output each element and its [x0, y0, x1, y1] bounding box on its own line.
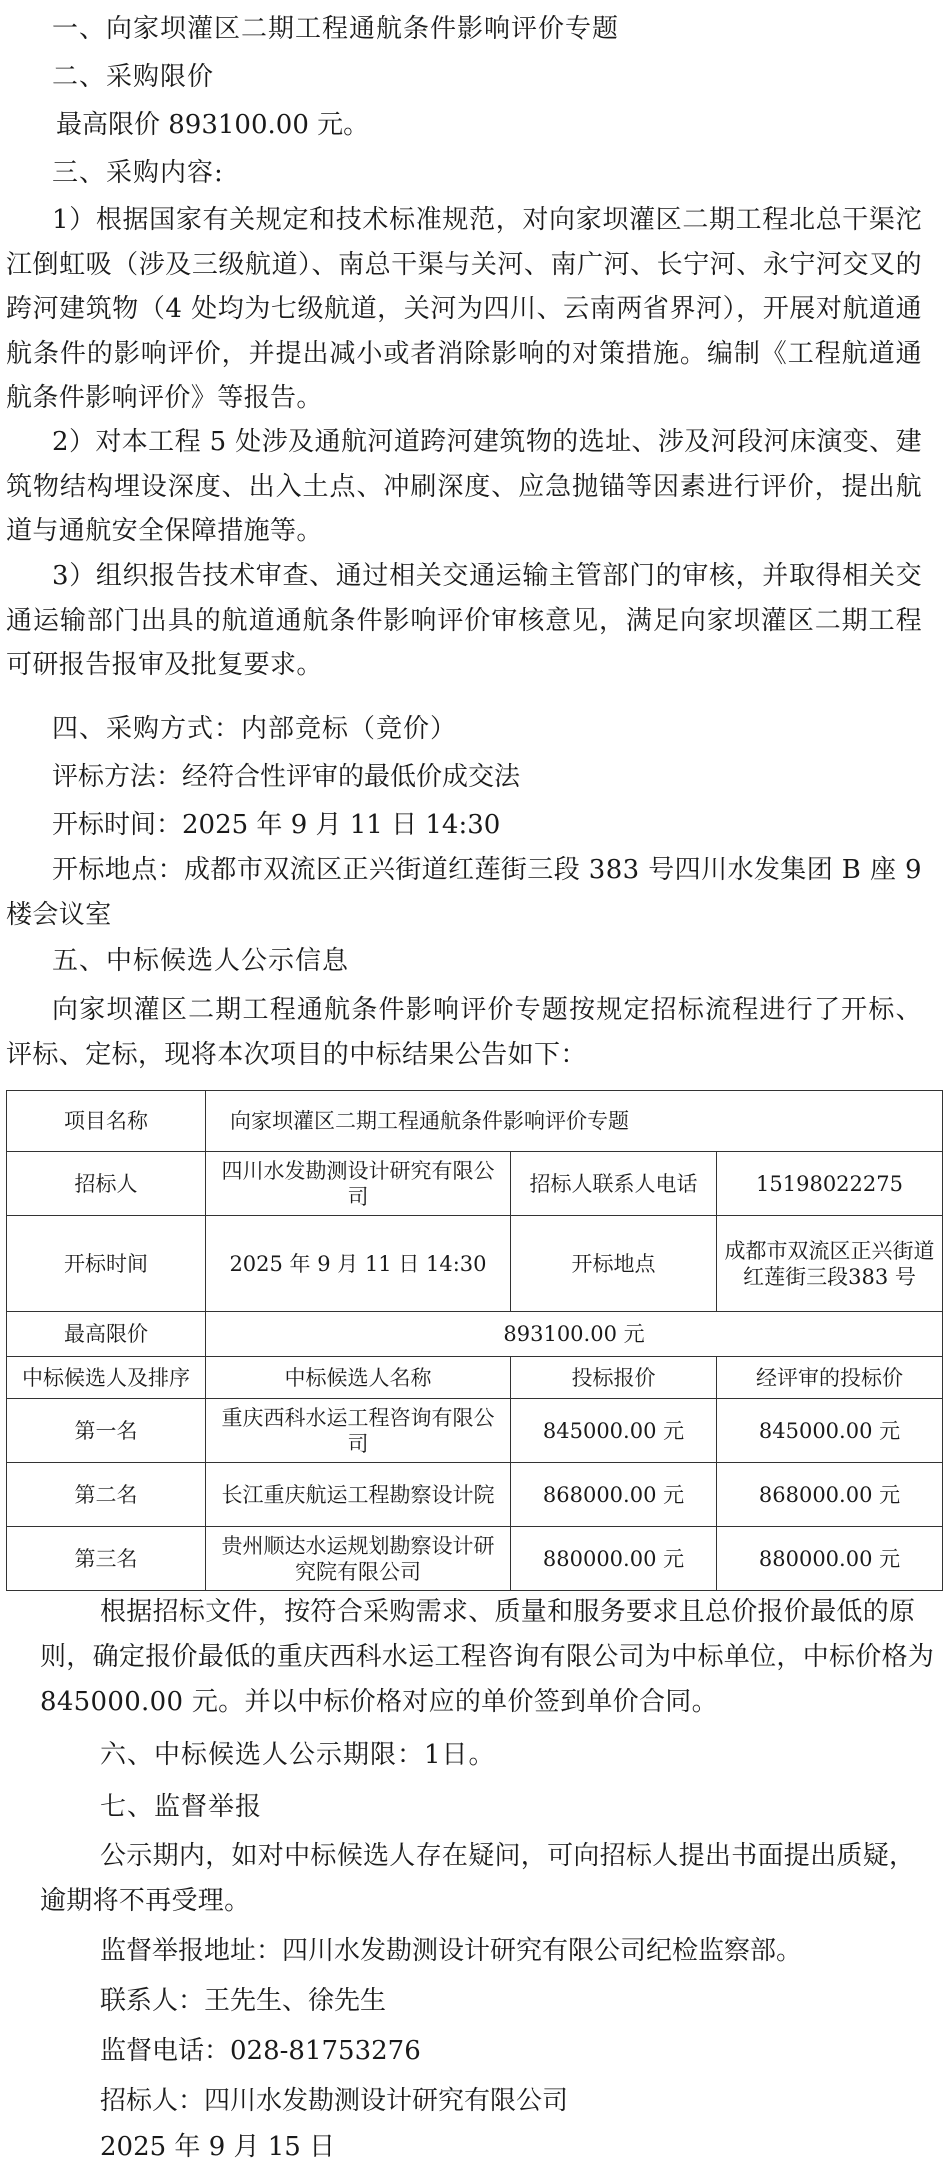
- evaluation-method: 评标方法：经符合性评审的最低价成交法: [52, 762, 521, 792]
- candidate-reviewed: 880000.00 元: [717, 1527, 943, 1591]
- procurement-item-2: 2）对本工程 5 处涉及通航河道跨河建筑物的选址、涉及河段河床演变、建筑物结构埋设深度、出入土点、冲刷深度、应急抛锚等因素进行评价，提出航道与通航安全保障措施等。: [6, 427, 922, 546]
- candidate-bid: 868000.00 元: [511, 1463, 717, 1527]
- bid-result-table: [6, 1090, 943, 1591]
- procurement-item-1: 1）根据国家有关规定和技术标准规范，对向家坝灌区二期工程北总干渠沱江倒虹吸（涉及三级航道）、南总干渠与关河、南广河、长宁河、永宁河交叉的跨河建筑物（4 处均为七级航道，关河为四川、云南两省界河），开展对航道通航条件的影响评价，并提出减小或者消除影响的对策措施。编制《工程航道通航条件影响评价》等报告。: [6, 205, 922, 413]
- candidate-rank: 第三名: [7, 1527, 206, 1591]
- announcement-date: 2025 年 9 月 15 日: [100, 2132, 336, 2162]
- candidate-reviewed: 845000.00 元: [717, 1399, 943, 1463]
- section-5-title: 五、中标候选人公示信息: [52, 946, 350, 976]
- candidate-bid: 845000.00 元: [511, 1399, 717, 1463]
- report-address: 监督举报地址：四川水发勘测设计研究有限公司纪检监察部。: [100, 1936, 803, 1966]
- award-conclusion: 根据招标文件，按符合采购需求、质量和服务要求且总价报价最低的原则，确定报价最低的重庆西科水运工程咨询有限公司为中标单位，中标价格为845000.00 元。并以中标价格对应的单价签到单价合同。: [40, 1597, 935, 1717]
- table-row: [7, 1463, 943, 1527]
- section-1-title: 一、向家坝灌区二期工程通航条件影响评价专题: [52, 14, 620, 44]
- open-place-value: 成都市双流区正兴街道红莲街三段383 号: [717, 1216, 943, 1312]
- candidate-rank: 第二名: [7, 1463, 206, 1527]
- candidate-name: 重庆西科水运工程咨询有限公司: [206, 1399, 511, 1463]
- header-name: 中标候选人名称: [206, 1357, 511, 1399]
- section-2-title: 二、采购限价: [52, 62, 215, 92]
- section-7-text: 公示期内，如对中标候选人存在疑问，可向招标人提出书面提出质疑，逾期将不再受理。: [40, 1841, 916, 1916]
- header-rank: 中标候选人及排序: [7, 1357, 206, 1399]
- max-price-text: 最高限价 893100.00 元。: [56, 110, 370, 140]
- header-bid: 投标报价: [511, 1357, 717, 1399]
- open-time-label: 开标时间: [7, 1216, 206, 1312]
- max-price-label: 最高限价: [7, 1312, 206, 1357]
- contact-phone-label: 招标人联系人电话: [511, 1152, 717, 1216]
- table-row: [7, 1527, 943, 1591]
- table-row-project: [7, 1091, 943, 1152]
- max-price-value: 893100.00 元: [206, 1312, 943, 1357]
- procurement-item-3: 3）组织报告技术审查、通过相关交通运输主管部门的审核，并取得相关交通运输部门出具的航道通航条件影响评价审核意见，满足向家坝灌区二期工程可研报告报审及批复要求。: [6, 561, 922, 680]
- tenderer-value: 四川水发勘测设计研究有限公司: [206, 1152, 511, 1216]
- header-reviewed: 经评审的投标价: [717, 1357, 943, 1399]
- tenderer-signature: 招标人：四川水发勘测设计研究有限公司: [100, 2086, 569, 2116]
- contact-phone-value: 15198022275: [717, 1152, 943, 1216]
- opening-place: 开标地点：成都市双流区正兴街道红莲街三段 383 号四川水发集团 B 座 9 楼会议室: [6, 855, 922, 930]
- table-row-max-price: [7, 1312, 943, 1357]
- table-row-tenderer: [7, 1152, 943, 1216]
- section-7-title: 七、监督举报: [100, 1792, 263, 1822]
- candidate-bid: 880000.00 元: [511, 1527, 717, 1591]
- candidate-name: 贵州顺达水运规划勘察设计研究院有限公司: [206, 1527, 511, 1591]
- candidate-rank: 第一名: [7, 1399, 206, 1463]
- supervision-phone: 监督电话：028-81753276: [100, 2036, 421, 2066]
- candidate-name: 长江重庆航运工程勘察设计院: [206, 1463, 511, 1527]
- contact-persons: 联系人：王先生、徐先生: [100, 1986, 387, 2016]
- section-5-intro: 向家坝灌区二期工程通航条件影响评价专题按规定招标流程进行了开标、评标、定标，现将本次项目的中标结果公告如下：: [6, 995, 922, 1070]
- project-name-value: 向家坝灌区二期工程通航条件影响评价专题: [206, 1091, 943, 1152]
- table-row: [7, 1399, 943, 1463]
- open-time-value: 2025 年 9 月 11 日 14:30: [206, 1216, 511, 1312]
- section-3-title: 三、采购内容:: [52, 158, 224, 188]
- section-4-title: 四、采购方式：内部竞标（竞价）: [52, 714, 458, 744]
- open-place-label: 开标地点: [511, 1216, 717, 1312]
- section-6: 六、中标候选人公示期限：1日。: [100, 1740, 496, 1770]
- opening-time: 开标时间：2025 年 9 月 11 日 14:30: [52, 810, 501, 840]
- candidate-reviewed: 868000.00 元: [717, 1463, 943, 1527]
- project-name-label: 项目名称: [7, 1091, 206, 1152]
- tenderer-label: 招标人: [7, 1152, 206, 1216]
- table-row-opening: [7, 1216, 943, 1312]
- table-header-row: [7, 1357, 943, 1399]
